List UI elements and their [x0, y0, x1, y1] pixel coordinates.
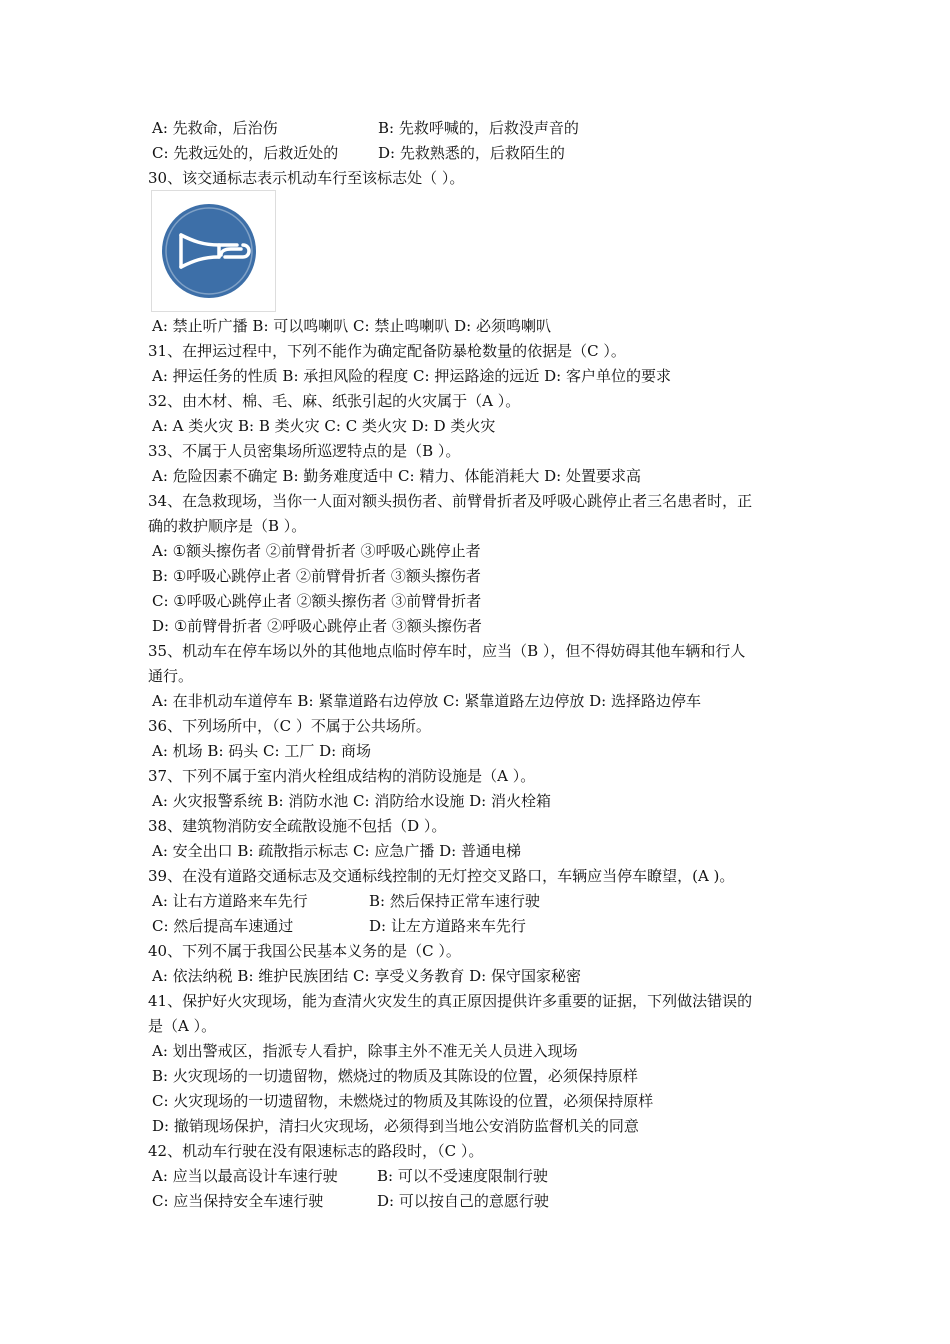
question-40: 40、下列不属于我国公民基本义务的是（C ）。	[148, 942, 461, 960]
option-d: D: 可以按自己的意愿行驶	[377, 1192, 549, 1210]
option-line: A: 安全出口 B: 疏散指示标志 C: 应急广播 D: 普通电梯	[152, 842, 521, 860]
option-a: A: 先救命，后治伤	[152, 119, 278, 137]
horn-icon	[159, 199, 269, 305]
option-line: A: 在非机动车道停车 B: 紧靠道路右边停放 C: 紧靠道路左边停放 D: 选择路边停车	[152, 692, 701, 710]
option-line: A: 依法纳税 B: 维护民族团结 C: 享受义务教育 D: 保守国家秘密	[152, 967, 581, 985]
option-a: A: 让右方道路来车先行	[152, 892, 308, 910]
option-line: C: ①呼吸心跳停止者 ②额头擦伤者 ③前臂骨折者	[152, 592, 482, 610]
option-line: A: 机场 B: 码头 C: 工厂 D: 商场	[152, 742, 371, 760]
option-c: C: 应当保持安全车速行驶	[152, 1192, 324, 1210]
option-line: D: ①前臂骨折者 ②呼吸心跳停止者 ③额头擦伤者	[152, 617, 482, 635]
question-35-cont: 通行。	[148, 667, 194, 685]
question-38: 38、建筑物消防安全疏散设施不包括（D ）。	[148, 817, 447, 835]
option-line	[152, 116, 579, 141]
option-c: C: 先救远处的，后救近处的	[152, 144, 339, 162]
question-37: 37、下列不属于室内消火栓组成结构的消防设施是（A ）。	[148, 767, 536, 785]
option-line	[152, 914, 526, 939]
question-34: 34、在急救现场，当你一人面对额头损伤者、前臂骨折者及呼吸心跳停止者三名患者时，正	[148, 492, 753, 510]
question-35: 35、机动车在停车场以外的其他地点临时停车时，应当（B ），但不得妨碍其他车辆和行人	[148, 642, 746, 660]
option-c: C: 然后提高车速通过	[152, 917, 294, 935]
traffic-sign-image	[151, 190, 276, 312]
option-line: A: 火灾报警系统 B: 消防水池 C: 消防给水设施 D: 消火栓箱	[152, 792, 551, 810]
option-d: D: 先救熟悉的，后救陌生的	[378, 144, 565, 162]
option-b: B: 先救呼喊的，后救没声音的	[378, 119, 579, 137]
question-41: 41、保护好火灾现场，能为查清火灾发生的真正原因提供许多重要的证据，下列做法错误的	[148, 992, 753, 1010]
option-line: D: 撤销现场保护，清扫火灾现场，必须得到当地公安消防监督机关的同意	[152, 1117, 639, 1135]
option-line: B: 火灾现场的一切遗留物，燃烧过的物质及其陈设的位置，必须保持原样	[152, 1067, 638, 1085]
option-line	[152, 141, 565, 166]
question-33: 33、不属于人员密集场所巡逻特点的是（B ）。	[148, 442, 461, 460]
question-39: 39、在没有道路交通标志及交通标线控制的无灯控交叉路口，车辆应当停车瞭望，(A )。	[148, 867, 735, 885]
option-line: C: 火灾现场的一切遗留物，未燃烧过的物质及其陈设的位置，必须保持原样	[152, 1092, 654, 1110]
option-line	[152, 1189, 549, 1214]
option-b: B: 然后保持正常车速行驶	[369, 892, 540, 910]
option-a: A: 应当以最高设计车速行驶	[152, 1167, 338, 1185]
question-41-cont: 是（A ）。	[148, 1017, 217, 1035]
option-line: A: 划出警戒区，指派专人看护，除事主外不准无关人员进入现场	[152, 1042, 578, 1060]
option-line: A: A 类火灾 B: B 类火灾 C: C 类火灾 D: D 类火灾	[152, 417, 496, 435]
option-line	[152, 1164, 548, 1189]
option-d: D: 让左方道路来车先行	[369, 917, 526, 935]
option-b: B: 可以不受速度限制行驶	[377, 1167, 548, 1185]
option-line: A: 禁止听广播 B: 可以鸣喇叭 C: 禁止鸣喇叭 D: 必须鸣喇叭	[152, 317, 551, 335]
option-line: B: ①呼吸心跳停止者 ②前臂骨折者 ③额头擦伤者	[152, 567, 481, 585]
question-42: 42、机动车行驶在没有限速标志的路段时，（C ）。	[148, 1142, 484, 1160]
option-line: A: 押运任务的性质 B: 承担风险的程度 C: 押运路途的远近 D: 客户单位的要求	[152, 367, 671, 385]
option-line	[152, 889, 540, 914]
option-line: A: 危险因素不确定 B: 勤务难度适中 C: 精力、体能消耗大 D: 处置要求高	[152, 467, 641, 485]
question-36: 36、下列场所中，（C ）不属于公共场所。	[148, 717, 431, 735]
question-34-cont: 确的救护顺序是（B ）。	[148, 517, 307, 535]
question-30: 30、该交通标志表示机动车行至该标志处（ ）。	[148, 169, 465, 187]
option-line: A: ①额头擦伤者 ②前臂骨折者 ③呼吸心跳停止者	[152, 542, 481, 560]
question-32: 32、由木材、棉、毛、麻、纸张引起的火灾属于（A ）。	[148, 392, 521, 410]
question-31: 31、在押运过程中，下列不能作为确定配备防暴枪数量的依据是（C ）。	[148, 342, 626, 360]
